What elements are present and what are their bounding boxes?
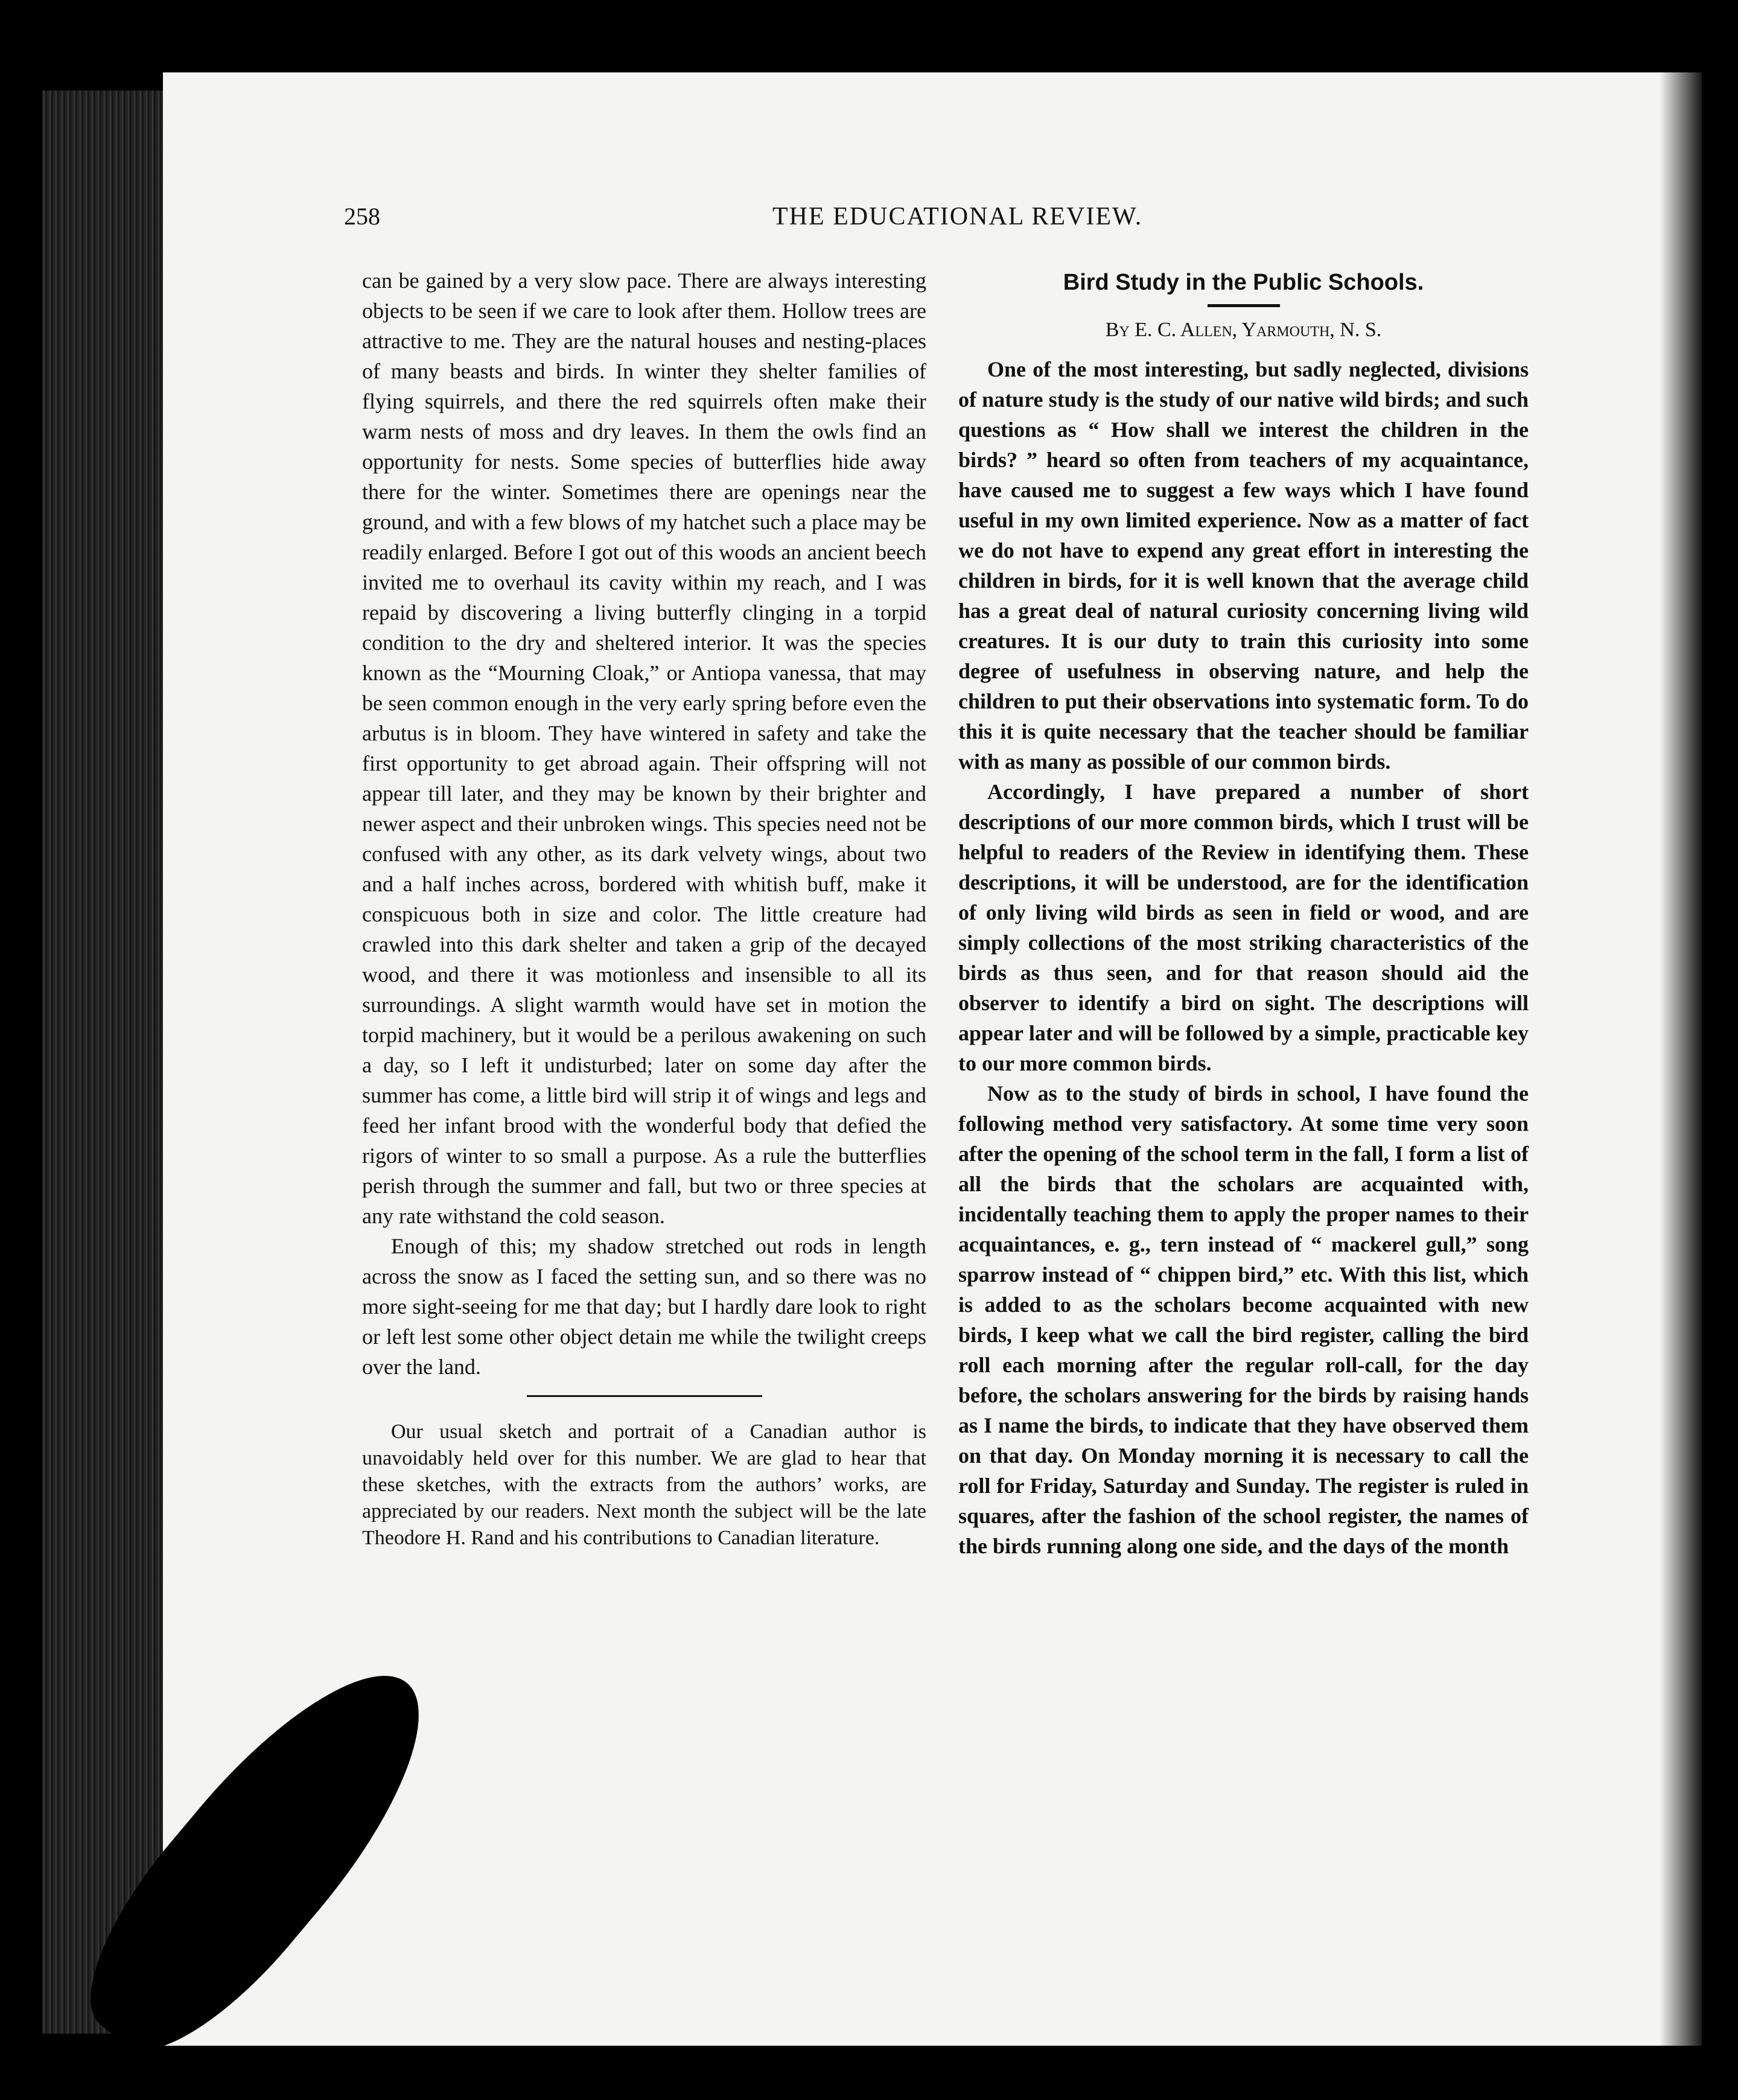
left-paragraph-2: Enough of this; my shadow stretched out rods in length across the snow as I faced the setting sun, and so there was no more sight-seeing for me that day; but I hardly dare look to right or left lest some other object detain me while the twilight creeps over the land. [362, 1234, 926, 1379]
book-page-edges [42, 91, 163, 2034]
right-paragraph-2: Accordingly, I have prepared a number of short descriptions of our more common birds, which I trust will be helpful to readers of the Review in identifying them. These descriptions, it will be understood, are for the identification of only living wild birds as seen in field or wood, and are simply collections of the most striking characteristics of the birds as thus seen, and for that reason should aid the observer to identify a bird on sight. The descriptions will appear later and will be followed by a simple, practicable key to our more common birds. [958, 780, 1529, 1075]
page-number: 258 [344, 203, 380, 230]
editorial-note: Our usual sketch and portrait of a Canadian author is unavoidably held over for this number. We are glad to hear that these sketches, with the extracts from the authors’ works, are appreciated by our readers. Next month the subject will be the late Theodore H. Rand and his contributions to Canadian literature. [362, 1421, 926, 1549]
left-column [362, 266, 926, 1551]
left-paragraph-1: can be gained by a very slow pace. There are always interesting objects to be seen if we care to look after them. Hollow trees are attractive to me. They are the natural houses and nesting-places of many beasts and birds. In winter they shelter families of flying squirrels, and there the red squirrels often make their warm nests of moss and dry leaves. In them the owls find an opportunity for nests. Some species of butterflies hide away there for the winter. Sometimes there are openings near the ground, and with a few blows of my hatchet such a place may be readily enlarged. Before I got out of this woods an ancient beech invited me to overhaul its cavity within my reach, and I was repaid by discovering a living butterfly clinging in a torpid condition to the dry and sheltered interior. It was the species known as the “Mourning Cloak,” or Antiopa vanessa, that may be seen common enough in the very early spring before even the arbutus is in bloom. They have wintered in safety and take the first opportunity to get abroad again. Their offspring will not appear till later, and they may be known by their brighter and newer aspect and their unbroken wings. This species need not be confused with any other, as its dark velvety wings, about two and a half inches across, bordered with whitish buff, make it conspicuous both in size and color. The little creature had crawled into this dark shelter and taken a grip of the decayed wood, and there it was motionless and insensible to all its surroundings. A slight warmth would have set in motion the torpid machinery, but it would be a perilous awakening on such a day, so I left it undisturbed; later on some day after the summer has come, a little bird will strip it of wings and legs and feed her infant brood with the wonderful body that defied the rigors of winter to so small a purpose. As a rule the butterflies perish through the summer and fall, but two or three species at any rate withstand the cold season. [362, 269, 926, 1228]
byline [958, 317, 1529, 343]
page-header [344, 202, 1460, 238]
running-title: THE EDUCATIONAL REVIEW. [772, 203, 1143, 231]
right-paragraph-3: Now as to the study of birds in school, I have found the following method very satisfactory. At some time very soon after the opening of the school term in the fall, I form a list of all the birds that the scholars are acquainted with, incidentally teaching them to apply the proper names to their acquaintances, e. g., tern instead of “ mackerel gull,” song sparrow instead of “ chippen bird,” etc. With this list, which is added to as the scholars become acquainted with new birds, I keep what we call the bird register, calling the bird roll each morning after the regular roll-call, for the day before, the scholars answering for the birds by raising hands as I name the birds, to indicate that they have observed them on that day. On Monday morning it is necessary to call the roll for Friday, Saturday and Sunday. The register is ruled in squares, after the fashion of the school register, the names of the birds running along one side, and the days of the month [958, 1081, 1529, 1558]
right-column [958, 266, 1529, 1561]
byline-prefix: By [1105, 319, 1130, 341]
right-paragraph-1: One of the most interesting, but sadly neglected, divisions of nature study is the study of our native wild birds; and such questions as “ How shall we interest the children in the birds? ” heard so often from teachers of my acquaintance, have caused me to suggest a few ways which I have found useful in my own limited experience. Now as a matter of fact we do not have to expend any great effort in interesting the children in birds, for it is well known that the average child has a great deal of natural curiosity concerning living wild creatures. It is our duty to train this curiosity into some degree of usefulness in observing nature, and help the children to put their observations into systematic form. To do this it is quite necessary that the teacher should be familiar with as many as possible of our common birds. [958, 357, 1529, 774]
article-title: Bird Study in the Public Schools. [1063, 270, 1424, 295]
title-rule [1208, 304, 1280, 307]
page-gutter-shadow [1660, 72, 1702, 2046]
section-divider [527, 1395, 762, 1397]
byline-author: E. C. Allen, Yarmouth, N. S. [1135, 319, 1382, 341]
